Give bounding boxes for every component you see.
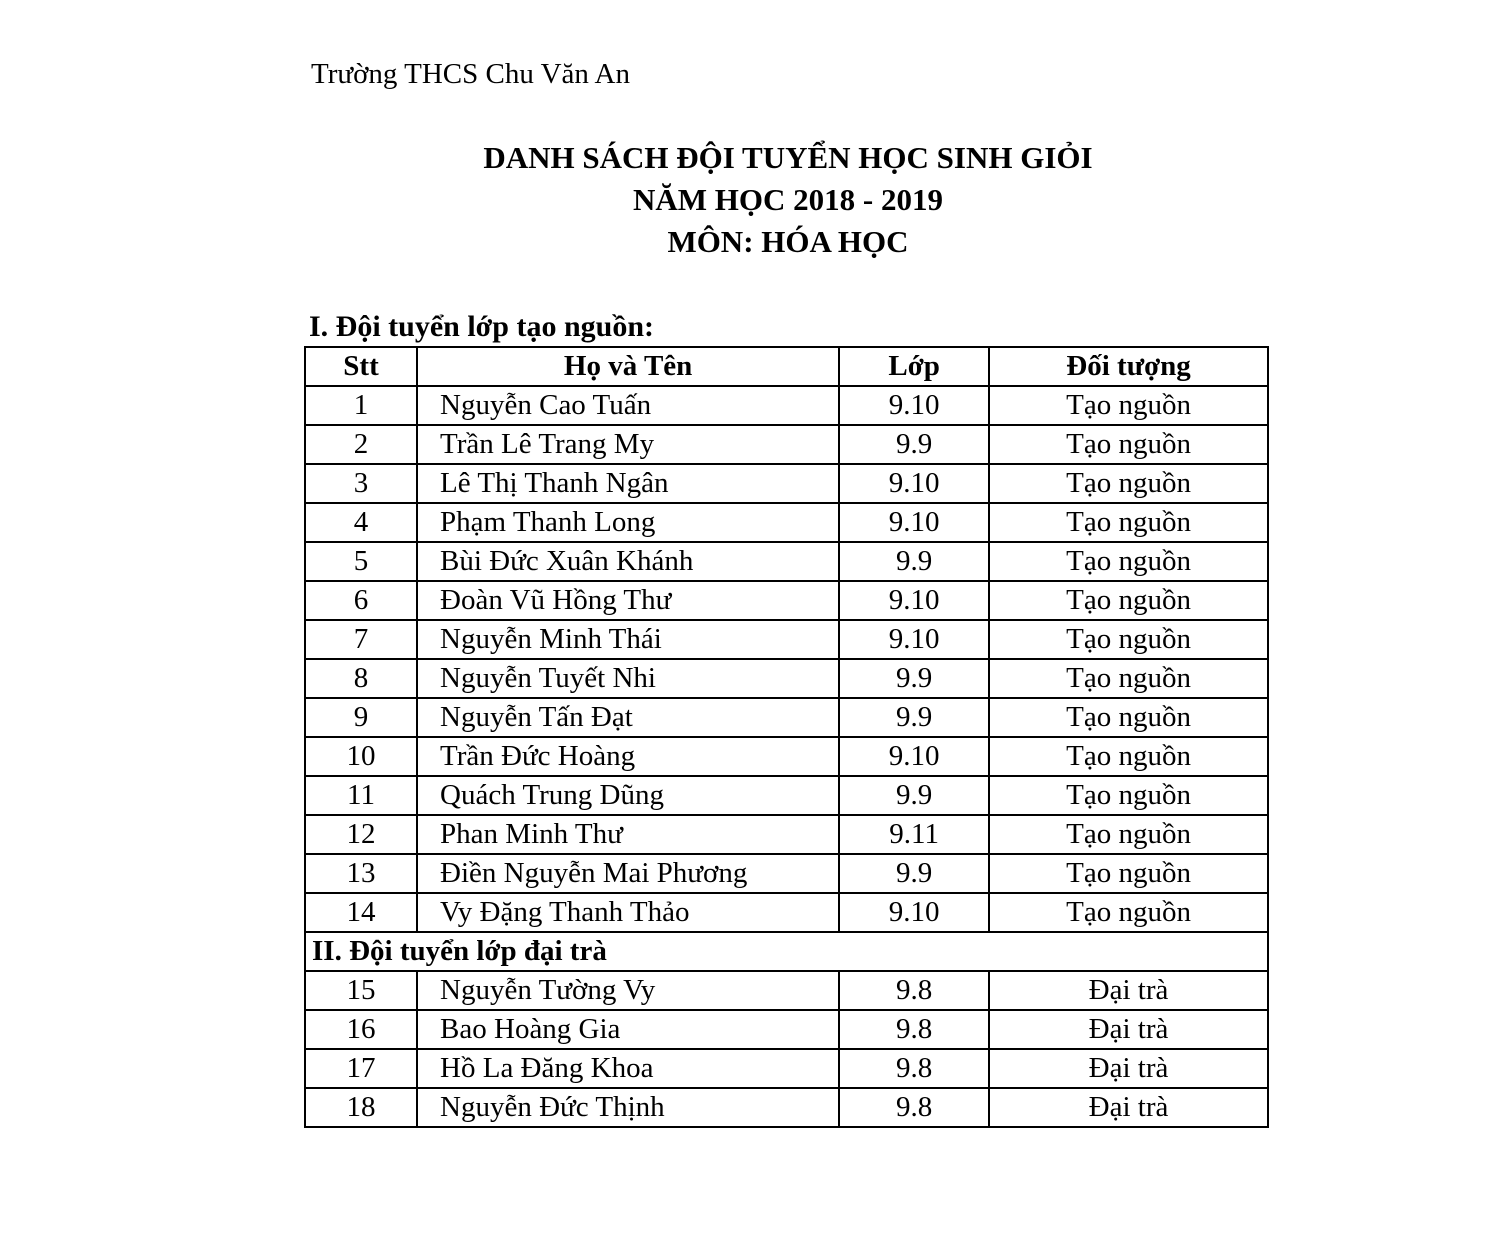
cell-type: Tạo nguồn <box>989 425 1268 464</box>
cell-class: 9.10 <box>839 503 989 542</box>
column-header-type: Đối tượng <box>989 347 1268 386</box>
cell-class: 9.10 <box>839 581 989 620</box>
column-header-name: Họ và Tên <box>417 347 839 386</box>
cell-type: Tạo nguồn <box>989 464 1268 503</box>
cell-stt: 1 <box>305 386 417 425</box>
school-name: Trường THCS Chu Văn An <box>311 58 630 90</box>
column-header-stt: Stt <box>305 347 417 386</box>
cell-type: Tạo nguồn <box>989 503 1268 542</box>
cell-name: Điền Nguyễn Mai Phương <box>417 854 839 893</box>
cell-type: Tạo nguồn <box>989 581 1268 620</box>
cell-type: Đại trà <box>989 971 1268 1010</box>
cell-name: Bao Hoàng Gia <box>417 1010 839 1049</box>
section-heading-source-class: I. Đội tuyển lớp tạo nguồn: <box>309 310 655 343</box>
cell-class: 9.9 <box>839 425 989 464</box>
cell-type: Đại trà <box>989 1088 1268 1127</box>
cell-class: 9.9 <box>839 854 989 893</box>
table-row <box>305 464 1268 503</box>
cell-class: 9.10 <box>839 737 989 776</box>
cell-class: 9.9 <box>839 659 989 698</box>
cell-type: Tạo nguồn <box>989 542 1268 581</box>
cell-type: Đại trà <box>989 1049 1268 1088</box>
cell-name: Hồ La Đăng Khoa <box>417 1049 839 1088</box>
cell-type: Đại trà <box>989 1010 1268 1049</box>
title-line-list: DANH SÁCH ĐỘI TUYỂN HỌC SINH GIỎI <box>483 140 1093 175</box>
cell-stt: 14 <box>305 893 417 932</box>
cell-type: Tạo nguồn <box>989 659 1268 698</box>
cell-name: Nguyễn Tấn Đạt <box>417 698 839 737</box>
table-header-row <box>305 347 1268 386</box>
cell-type: Tạo nguồn <box>989 698 1268 737</box>
cell-name: Nguyễn Tuyết Nhi <box>417 659 839 698</box>
cell-stt: 12 <box>305 815 417 854</box>
cell-type: Tạo nguồn <box>989 854 1268 893</box>
table-row <box>305 776 1268 815</box>
cell-stt: 18 <box>305 1088 417 1127</box>
cell-type: Tạo nguồn <box>989 620 1268 659</box>
cell-stt: 6 <box>305 581 417 620</box>
table-row <box>305 581 1268 620</box>
table-row <box>305 1088 1268 1127</box>
table-row <box>305 893 1268 932</box>
cell-type: Tạo nguồn <box>989 737 1268 776</box>
cell-name: Nguyễn Đức Thịnh <box>417 1088 839 1127</box>
cell-name: Nguyễn Tường Vy <box>417 971 839 1010</box>
cell-class: 9.11 <box>839 815 989 854</box>
table-row <box>305 425 1268 464</box>
table-row <box>305 620 1268 659</box>
cell-stt: 13 <box>305 854 417 893</box>
cell-class: 9.10 <box>839 620 989 659</box>
cell-class: 9.9 <box>839 776 989 815</box>
table-row <box>305 971 1268 1010</box>
cell-type: Tạo nguồn <box>989 893 1268 932</box>
table-row <box>305 698 1268 737</box>
table-row <box>305 1010 1268 1049</box>
cell-stt: 11 <box>305 776 417 815</box>
cell-stt: 3 <box>305 464 417 503</box>
student-roster-table <box>304 346 1269 1128</box>
column-header-class: Lớp <box>839 347 989 386</box>
cell-type: Tạo nguồn <box>989 815 1268 854</box>
cell-stt: 15 <box>305 971 417 1010</box>
cell-name: Quách Trung Dũng <box>417 776 839 815</box>
cell-name: Nguyễn Cao Tuấn <box>417 386 839 425</box>
cell-class: 9.8 <box>839 971 989 1010</box>
cell-name: Lê Thị Thanh Ngân <box>417 464 839 503</box>
title-line-school-year: NĂM HỌC 2018 - 2019 <box>633 182 943 217</box>
cell-stt: 5 <box>305 542 417 581</box>
cell-stt: 17 <box>305 1049 417 1088</box>
cell-name: Trần Đức Hoàng <box>417 737 839 776</box>
cell-stt: 10 <box>305 737 417 776</box>
cell-stt: 16 <box>305 1010 417 1049</box>
cell-stt: 2 <box>305 425 417 464</box>
cell-name: Phan Minh Thư <box>417 815 839 854</box>
cell-name: Vy Đặng Thanh Thảo <box>417 893 839 932</box>
section-heading-mainstream-class: II. Đội tuyển lớp đại trà <box>305 932 1268 971</box>
cell-class: 9.10 <box>839 386 989 425</box>
table-row <box>305 386 1268 425</box>
cell-class: 9.9 <box>839 542 989 581</box>
table-row <box>305 542 1268 581</box>
table-row <box>305 815 1268 854</box>
cell-class: 9.9 <box>839 698 989 737</box>
cell-type: Tạo nguồn <box>989 776 1268 815</box>
cell-name: Bùi Đức Xuân Khánh <box>417 542 839 581</box>
title-line-subject: MÔN: HÓA HỌC <box>667 224 909 259</box>
table-row <box>305 659 1268 698</box>
table-row <box>305 737 1268 776</box>
table-row <box>305 854 1268 893</box>
cell-class: 9.10 <box>839 893 989 932</box>
cell-name: Phạm Thanh Long <box>417 503 839 542</box>
cell-name: Nguyễn Minh Thái <box>417 620 839 659</box>
cell-stt: 8 <box>305 659 417 698</box>
section-heading-row <box>305 932 1268 971</box>
cell-stt: 9 <box>305 698 417 737</box>
document-title <box>300 137 1276 263</box>
cell-class: 9.8 <box>839 1010 989 1049</box>
table-row <box>305 1049 1268 1088</box>
cell-name: Trần Lê Trang My <box>417 425 839 464</box>
cell-stt: 7 <box>305 620 417 659</box>
cell-name: Đoàn Vũ Hồng Thư <box>417 581 839 620</box>
cell-class: 9.8 <box>839 1088 989 1127</box>
cell-type: Tạo nguồn <box>989 386 1268 425</box>
cell-stt: 4 <box>305 503 417 542</box>
table-row <box>305 503 1268 542</box>
cell-class: 9.8 <box>839 1049 989 1088</box>
cell-class: 9.10 <box>839 464 989 503</box>
